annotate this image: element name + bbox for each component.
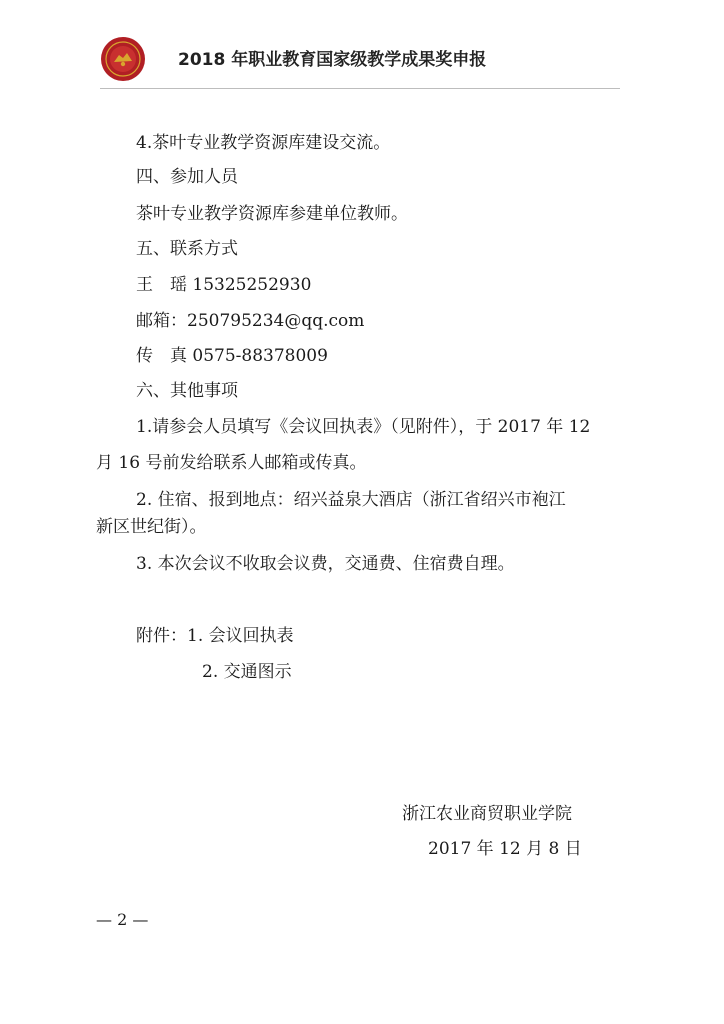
header-title: 2018 年职业教育国家级教学成果奖申报	[178, 50, 487, 70]
agenda-item-4: 4.茶叶专业教学资源库建设交流。	[136, 133, 391, 153]
attachment-2: 2. 交通图示	[202, 662, 292, 682]
page-number: — 2 —	[96, 910, 149, 929]
header-divider	[100, 88, 620, 89]
page-header	[100, 36, 660, 86]
note-1-line-1: 1.请参会人员填写《会议回执表》（见附件），于 2017 年 12	[136, 417, 591, 437]
signature-organization: 浙江农业商贸职业学院	[402, 804, 572, 824]
college-seal-icon	[100, 36, 146, 82]
note-3: 3. 本次会议不收取会议费，交通费、住宿费自理。	[136, 554, 515, 574]
note-1-line-2: 月 16 号前发给联系人邮箱或传真。	[96, 453, 367, 473]
section-heading-participants: 四、参加人员	[136, 167, 238, 187]
attachment-1: 附件：1. 会议回执表	[136, 626, 294, 646]
note-2-line-1: 2. 住宿、报到地点：绍兴益泉大酒店（浙江省绍兴市袍江	[136, 490, 566, 510]
participants-text: 茶叶专业教学资源库参建单位教师。	[136, 204, 408, 224]
note-2-line-2: 新区世纪街）。	[96, 517, 207, 537]
section-heading-other: 六、其他事项	[136, 381, 238, 401]
section-heading-contact: 五、联系方式	[136, 239, 238, 259]
contact-name-phone: 王 瑶 15325252930	[136, 275, 312, 295]
contact-fax: 传 真 0575-88378009	[136, 346, 328, 366]
signature-date: 2017 年 12 月 8 日	[428, 839, 582, 859]
contact-email: 邮箱：250795234@qq.com	[136, 311, 365, 331]
